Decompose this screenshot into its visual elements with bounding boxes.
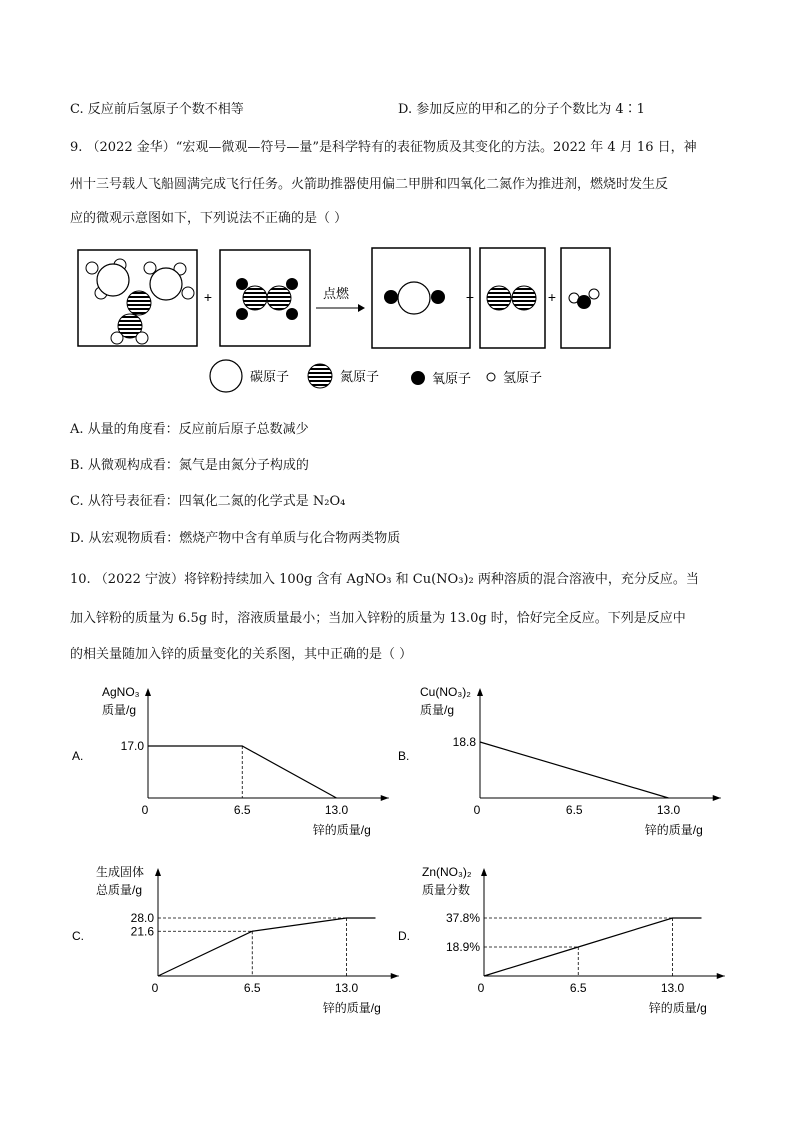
x-tick-label: 13.0 bbox=[324, 803, 349, 817]
reactant-molecule-2 bbox=[220, 250, 310, 346]
chart-2 bbox=[396, 680, 703, 840]
x-axis-arrow bbox=[381, 795, 389, 801]
x-tick-label: 13.0 bbox=[660, 981, 685, 995]
y-tick-label: 18.9% bbox=[445, 940, 480, 954]
chart-3 bbox=[70, 860, 381, 1025]
y-axis-arrow bbox=[481, 868, 487, 876]
y-axis-arrow bbox=[477, 688, 483, 696]
y-axis-label: 质量/g bbox=[102, 703, 137, 717]
nitrogen-atom-icon bbox=[308, 364, 332, 388]
svg-text:氧原子: 氧原子 bbox=[432, 371, 472, 386]
y-axis-arrow bbox=[145, 688, 151, 696]
y-tick-label: 17.0 bbox=[120, 739, 144, 753]
option-letter: B. bbox=[398, 749, 410, 763]
svg-text:氮原子: 氮原子 bbox=[340, 369, 380, 384]
y-axis-arrow bbox=[155, 868, 161, 876]
option-letter: A. bbox=[72, 749, 84, 763]
y-axis-label: 质量/g bbox=[420, 703, 455, 717]
ignite-label: 点燃 bbox=[322, 286, 350, 301]
chart-1 bbox=[70, 680, 371, 840]
chart-4 bbox=[396, 860, 707, 1025]
x-axis-arrow bbox=[713, 795, 721, 801]
q10-stem-line3: 的相关量随加入锌的质量变化的关系图，其中正确的是（ ） bbox=[70, 647, 413, 662]
carbon-atom-icon bbox=[210, 360, 242, 392]
y-axis-label: 质量分数 bbox=[422, 883, 471, 897]
plus-sign: + bbox=[547, 289, 557, 305]
q9-stem-line3: 应的微观示意图如下，下列说法不正确的是（ ） bbox=[70, 211, 348, 226]
option-letter: D. bbox=[398, 929, 410, 943]
x-axis-arrow bbox=[717, 973, 725, 979]
y-tick-label: 28.0 bbox=[130, 911, 154, 925]
origin-label: 0 bbox=[473, 803, 481, 817]
y-tick-label: 18.8 bbox=[452, 735, 476, 749]
series-line bbox=[480, 742, 669, 798]
y-axis-label: Zn(NO₃)₂ bbox=[422, 865, 472, 879]
product-molecule-3 bbox=[561, 248, 610, 348]
x-tick-label: 6.5 bbox=[569, 981, 587, 995]
origin-label: 0 bbox=[151, 981, 159, 995]
y-axis-label: 生成固体 bbox=[96, 865, 145, 879]
svg-text:氢原子: 氢原子 bbox=[503, 370, 543, 385]
x-axis-label: 锌的质量/g bbox=[648, 1001, 707, 1015]
x-tick-label: 6.5 bbox=[233, 803, 251, 817]
svg-text:碳原子: 碳原子 bbox=[250, 369, 290, 384]
series-line bbox=[158, 918, 376, 976]
option-letter: C. bbox=[72, 929, 84, 943]
y-tick-label: 21.6 bbox=[130, 924, 154, 939]
q9-option-b: B. 从微观构成看：氮气是由氮分子构成的 bbox=[70, 458, 309, 473]
x-axis-label: 锌的质量/g bbox=[312, 823, 371, 837]
q9-option-d: D. 从宏观物质看：燃烧产物中含有单质与化合物两类物质 bbox=[70, 531, 401, 546]
plus-sign: + bbox=[465, 289, 475, 305]
q8-option-c: C. 反应前后氢原子个数不相等 bbox=[70, 102, 244, 117]
q10-stem-line2: 加入锌粉的质量为 6.5g 时，溶液质量最小；当加入锌粉的质量为 13.0g 时，恰好完全反应。下列是反应中 bbox=[70, 611, 686, 626]
y-axis-label: Cu(NO₃)₂ bbox=[420, 685, 471, 699]
plus-sign: + bbox=[203, 289, 213, 305]
q9-stem-line1: 9. （2022 金华）“宏观—微观—符号—量”是科学特有的表征物质及其变化的方法。2022 年 4 月 16 日，神 bbox=[70, 140, 697, 155]
q10-stem-line1: 10. （2022 宁波）将锌粉持续加入 100g 含有 AgNO₃ 和 Cu(NO₃)₂ 两种溶质的混合溶液中，充分反应。当 bbox=[70, 572, 699, 587]
legend bbox=[210, 360, 542, 392]
origin-label: 0 bbox=[477, 981, 485, 995]
x-axis-label: 锌的质量/g bbox=[322, 1001, 381, 1015]
hydrogen-atom-icon bbox=[487, 373, 495, 381]
y-axis-label: AgNO₃ bbox=[102, 685, 140, 699]
reaction-diagram bbox=[0, 240, 794, 400]
q8-option-d: D. 参加反应的甲和乙的分子个数比为 4∶1 bbox=[398, 102, 645, 117]
y-tick-label: 37.8% bbox=[445, 911, 480, 925]
x-tick-label: 13.0 bbox=[656, 803, 681, 817]
oxygen-atom-icon bbox=[411, 371, 425, 385]
x-tick-label: 6.5 bbox=[243, 981, 261, 995]
q9-option-c: C. 从符号表征看：四氧化二氮的化学式是 N₂O₄ bbox=[70, 494, 346, 509]
q9-option-a: A. 从量的角度看：反应前后原子总数减少 bbox=[70, 422, 309, 437]
q9-stem-line2: 州十三号载人飞船圆满完成飞行任务。火箭助推器使用偏二甲肼和四氧化二氮作为推进剂，燃烧时发生反 bbox=[70, 177, 669, 192]
reactant-molecule-1 bbox=[78, 250, 197, 346]
reaction-arrow bbox=[316, 286, 365, 312]
x-tick-label: 13.0 bbox=[334, 981, 359, 995]
product-molecule-2 bbox=[480, 248, 545, 348]
y-axis-label: 总质量/g bbox=[96, 883, 143, 897]
origin-label: 0 bbox=[141, 803, 149, 817]
x-axis-label: 锌的质量/g bbox=[644, 823, 703, 837]
x-tick-label: 6.5 bbox=[565, 803, 583, 817]
product-molecule-1 bbox=[372, 248, 470, 348]
